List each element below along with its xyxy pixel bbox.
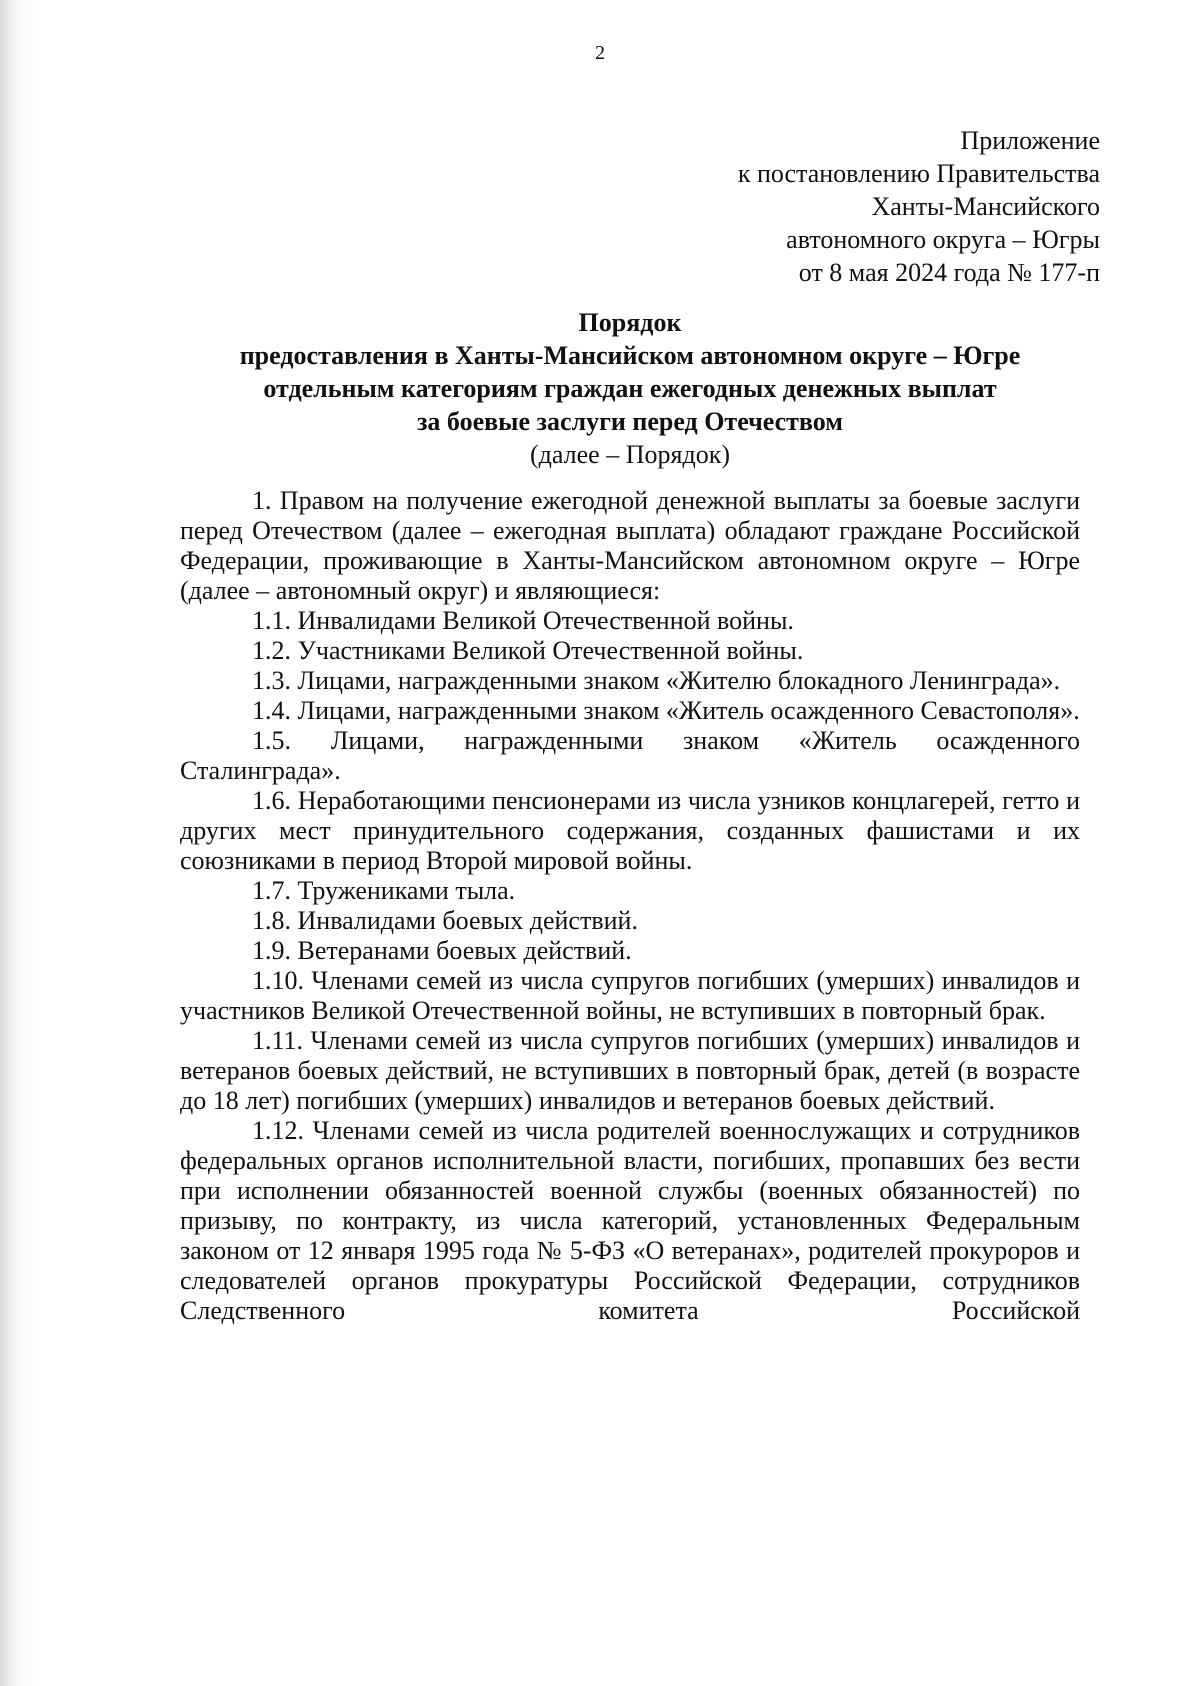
appendix-line: автономного округа – Югры (786, 225, 1100, 254)
appendix-line: к постановлению Правительства (737, 159, 1100, 188)
paragraph-1-9: 1.9. Ветеранами боевых действий. (252, 936, 632, 965)
page-number: 2 (595, 42, 605, 64)
title-line: за боевые заслуги перед Отечеством (416, 407, 844, 436)
paragraph-1-10: 1.10. Членами семей из числа супругов погибших (умерших) инвалидов и участников Великой Отечественной войны, не вступивших в повторный брак. (180, 966, 1080, 1025)
title-line: предоставления в Ханты-Мансийском автономном округе – Югре (239, 341, 1021, 370)
title-line: отдельным категориям граждан ежегодных денежных выплат (263, 374, 997, 403)
paragraph-1-3: 1.3. Лицами, награжденными знаком «Жителю блокадного Ленинграда». (252, 666, 1061, 695)
paragraph-1-2: 1.2. Участниками Великой Отечественной войны. (252, 636, 804, 665)
title-heading: Порядок (578, 308, 682, 337)
appendix-line: Ханты-Мансийского (871, 192, 1100, 221)
document-body (180, 486, 1080, 1326)
paragraph-1-11: 1.11. Членами семей из числа супругов погибших (умерших) инвалидов и ветеранов боевых действий, не вступивших в повторный брак, детей (в возрасте до 18 лет) погибших (умерших) инвалидов и ветеранов боевых действий. (180, 1026, 1080, 1115)
appendix-line: от 8 мая 2024 года № 177-п (798, 258, 1100, 287)
paragraph-1-7: 1.7. Тружениками тыла. (252, 876, 516, 905)
appendix-block (738, 124, 1100, 289)
appendix-line: Приложение (960, 126, 1100, 155)
paragraph-1-6: 1.6. Неработающими пенсионерами из числа узников концлагерей, гетто и других мест принудительного содержания, созданных фашистами и их союзниками в период Второй мировой войны. (180, 786, 1080, 875)
paragraph-1-12: 1.12. Членами семей из числа родителей военнослужащих и сотрудников федеральных органов исполнительной власти, погибших, пропавших без вести при исполнении обязанностей военной службы (военных обязанностей) по призыву, по контракту, из числа категорий, установленных Федеральным законом от 12 января 1995 года № 5-ФЗ «О ветеранах», родителей прокуроров и следователей органов прокуратуры Российской Федерации, сотрудников Следственного комитета Российской (180, 1116, 1080, 1325)
title-subtitle: (далее – Порядок) (530, 440, 730, 469)
paragraph-1-4: 1.4. Лицами, награжденными знаком «Житель осажденного Севастополя». (252, 696, 1080, 725)
paragraph-1: 1. Правом на получение ежегодной денежной выплаты за боевые заслуги перед Отечеством (далее – ежегодная выплата) обладают граждане Российской Федерации, проживающие в Ханты-Мансийском автономном округе – Югре (далее – автономный округ) и являющиеся: (180, 486, 1080, 605)
scan-edge-shadow (0, 0, 40, 1686)
paragraph-1-5: 1.5. Лицами, награжденными знаком «Житель осажденного Сталинграда». (180, 726, 1080, 785)
document-title (180, 306, 1080, 471)
paragraph-1-8: 1.8. Инвалидами боевых действий. (252, 906, 638, 935)
paragraph-1-1: 1.1. Инвалидами Великой Отечественной войны. (252, 606, 794, 635)
